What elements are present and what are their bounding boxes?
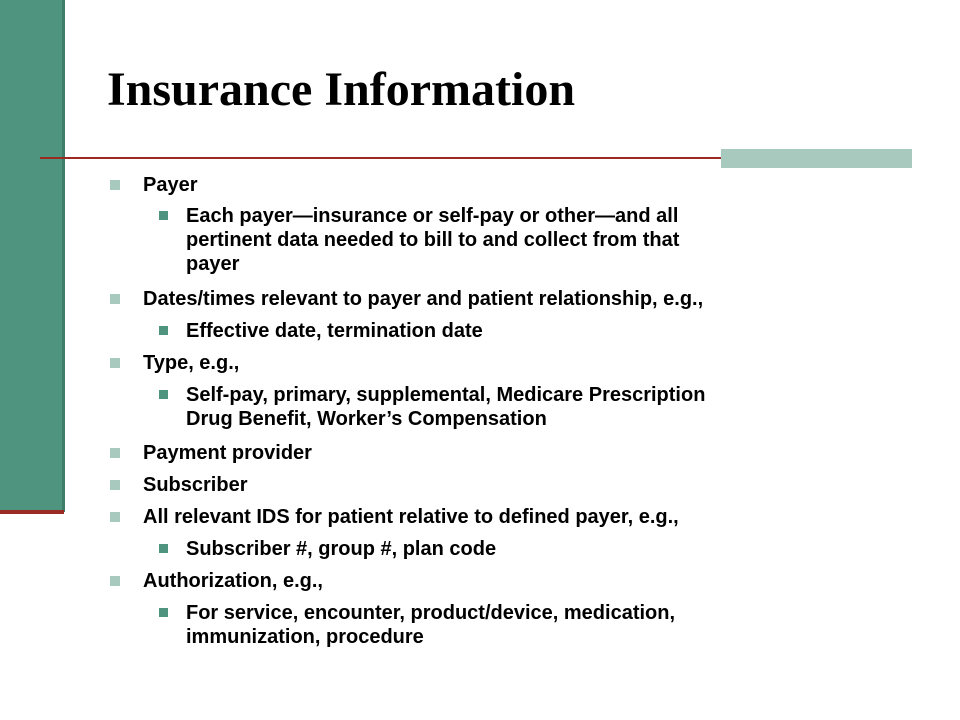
bullet-text: Subscriber [143,474,248,496]
sub-bullet-line: immunization, procedure [186,626,424,648]
bullet-text: Authorization, e.g., [143,570,323,592]
sub-bullet-line: Self-pay, primary, supplemental, Medicare Prescription [186,384,706,406]
bullet-text: Dates/times relevant to payer and patient relationship, e.g., [143,288,704,310]
bullet-text: Payment provider [143,442,312,464]
square-bullet-icon [159,390,168,399]
sub-bullet-line: For service, encounter, product/device, medication, [186,602,676,624]
square-bullet-icon [110,480,120,490]
square-bullet-icon [110,180,120,190]
slide-title: Insurance Information [107,63,576,116]
bullet-text: Type, e.g., [143,352,240,374]
sub-bullet-line: payer [186,253,240,275]
square-bullet-icon [110,294,120,304]
square-bullet-icon [159,608,168,617]
square-bullet-icon [159,211,168,220]
sub-bullet-line: Drug Benefit, Worker’s Compensation [186,408,547,430]
sub-bullet-line: pertinent data needed to bill to and collect from that [186,229,680,251]
square-bullet-icon [159,544,168,553]
square-bullet-icon [110,576,120,586]
square-bullet-icon [110,358,120,368]
sub-bullet-line: Each payer—insurance or self-pay or other—and all [186,205,679,227]
bullet-text: Payer [143,174,198,196]
square-bullet-icon [110,448,120,458]
square-bullet-icon [159,326,168,335]
square-bullet-icon [110,512,120,522]
bullet-text: All relevant IDS for patient relative to defined payer, e.g., [143,506,679,528]
sub-bullet-line: Subscriber #, group #, plan code [186,538,497,560]
sub-bullet-line: Effective date, termination date [186,320,483,342]
